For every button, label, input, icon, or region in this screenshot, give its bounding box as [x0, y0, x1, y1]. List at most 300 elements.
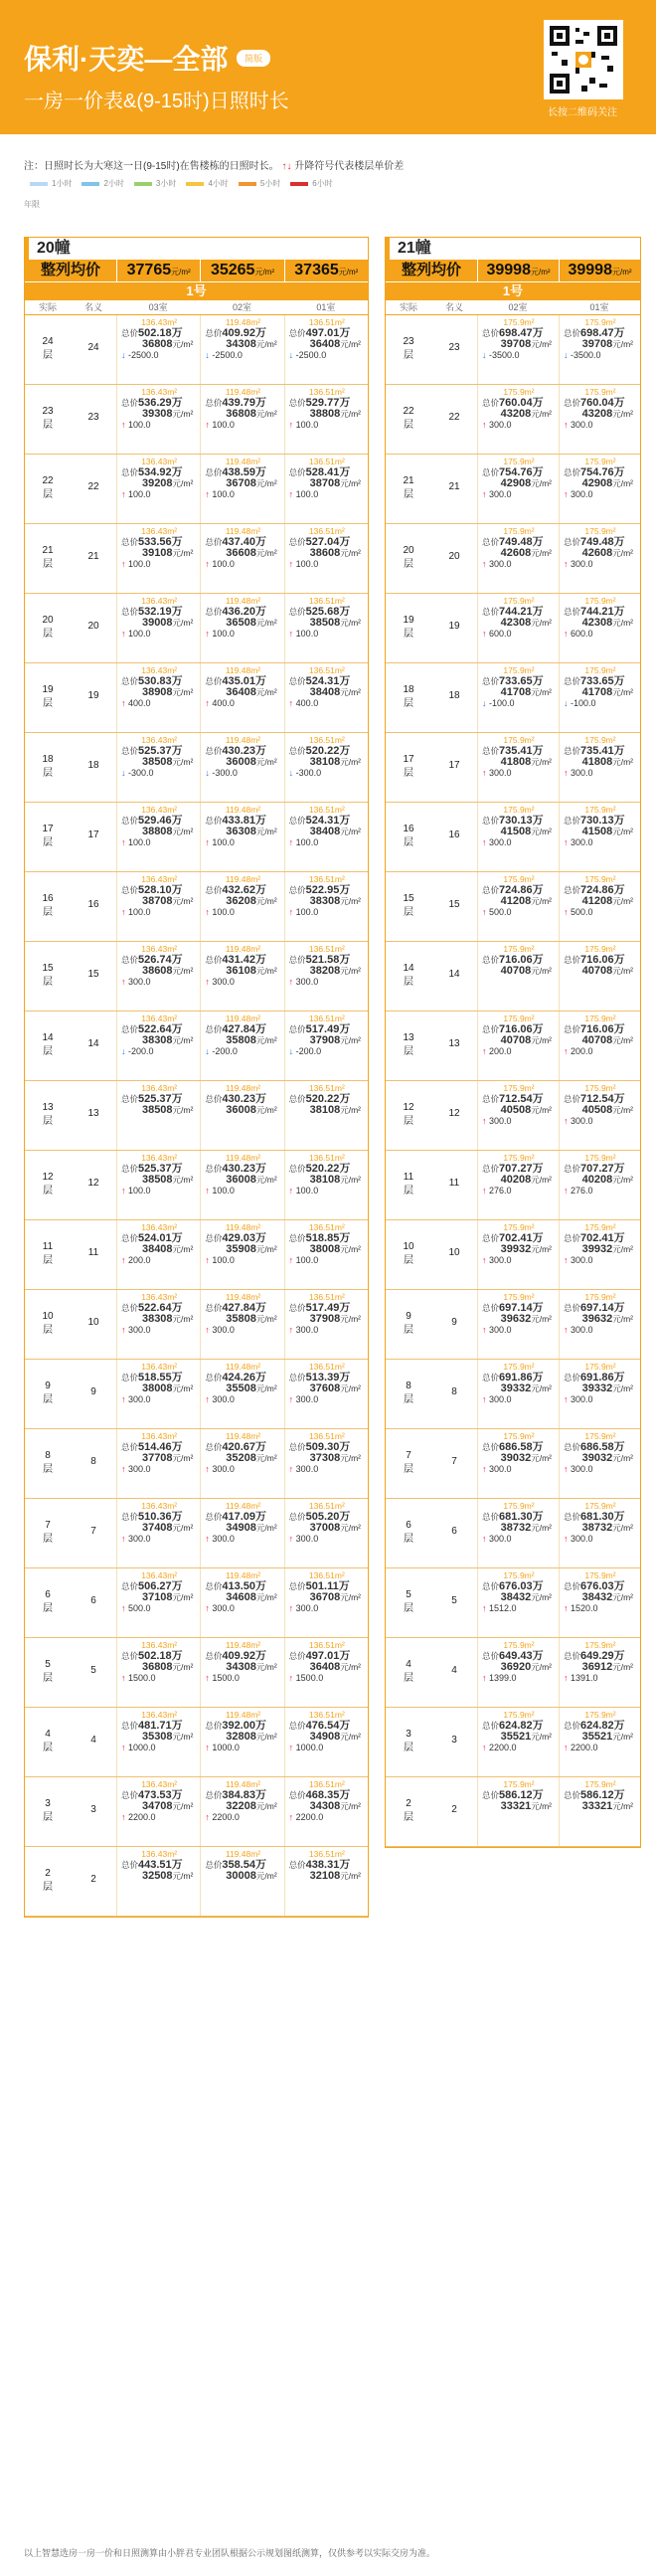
unit-area: 175.9m² — [584, 874, 616, 884]
unit-price: 38508 — [141, 1104, 173, 1116]
up-arrow-icon: ↑ — [121, 907, 126, 917]
price-change — [289, 698, 365, 709]
up-arrow-icon: ↑ — [288, 1394, 294, 1404]
unit-cell — [284, 1499, 368, 1567]
floor-actual — [386, 1638, 431, 1707]
total-prefix: 总价 — [205, 1303, 223, 1313]
unit-price-line — [482, 1801, 556, 1812]
unit-price: 36208 — [226, 895, 256, 907]
unit-price-line — [205, 757, 280, 768]
price-change-value: 200.0 — [571, 1046, 593, 1056]
floor-suffix: 层 — [404, 1464, 413, 1475]
unit-price-line — [482, 339, 556, 350]
unit-suffix: 元/m² — [255, 1592, 277, 1602]
unit-cell — [477, 455, 559, 523]
total-price: 749.48万 — [580, 536, 625, 548]
unit-price-line — [564, 1383, 637, 1394]
total-prefix: 总价 — [482, 537, 500, 547]
unit-price-line — [205, 896, 280, 907]
price-change — [205, 698, 280, 709]
unit-area: 175.9m² — [584, 944, 616, 954]
col-actual: 实际 — [399, 302, 417, 312]
table-row — [386, 1081, 640, 1151]
unit-price: 38708 — [141, 895, 173, 907]
unit-price: 38432 — [581, 1591, 613, 1603]
legend-swatch — [30, 182, 48, 186]
total-prefix: 总价 — [482, 1512, 500, 1522]
price-change — [289, 1534, 365, 1545]
unit-suffix: 元/m² — [255, 1732, 277, 1742]
unit-label: 1号 — [25, 281, 368, 300]
unit-price-line — [121, 618, 197, 629]
total-price: 520.22万 — [305, 1093, 351, 1105]
floor-number: 23 — [42, 406, 54, 417]
total-price: 438.31万 — [305, 1859, 351, 1871]
price-change — [205, 768, 280, 779]
floor-number: 6 — [406, 1520, 411, 1531]
up-arrow-icon: ↑ — [205, 1812, 210, 1822]
down-arrow-icon: ↓ — [482, 698, 487, 708]
up-arrow-icon: ↑ — [205, 489, 210, 499]
unit-price-line — [482, 1523, 556, 1534]
unit-area: 175.9m² — [503, 1710, 535, 1720]
total-price: 697.14万 — [580, 1302, 625, 1314]
floor-suffix: 层 — [43, 1603, 53, 1614]
floor-actual — [386, 733, 431, 802]
unit-area: 136.51m² — [308, 1222, 345, 1232]
unit-price: 33321 — [500, 1800, 532, 1812]
unit-price: 38308 — [141, 1034, 173, 1046]
total-prefix: 总价 — [288, 1303, 306, 1313]
price-change — [482, 1603, 556, 1614]
unit-cell — [559, 1777, 640, 1846]
total-prefix: 总价 — [205, 1860, 223, 1870]
price-change-value: 100.0 — [212, 837, 235, 847]
floor-number: 15 — [42, 963, 54, 974]
unit-price-line — [121, 1732, 197, 1743]
legend-swatch — [290, 182, 308, 186]
up-arrow-icon: ↑ — [121, 977, 126, 987]
total-price: 520.22万 — [305, 745, 351, 757]
price-change — [482, 698, 556, 709]
unit-price-line — [121, 1383, 197, 1394]
total-prefix: 总价 — [121, 1303, 139, 1313]
unit-price-line — [289, 1871, 365, 1882]
price-change-value: 500.0 — [489, 907, 512, 917]
unit-area: 175.9m² — [503, 874, 535, 884]
unit-price-line — [289, 339, 365, 350]
floor-suffix: 层 — [404, 1812, 413, 1823]
table-row — [25, 1568, 368, 1638]
unit-suffix: 元/m² — [531, 1105, 552, 1115]
price-change-value: 100.0 — [295, 629, 319, 639]
table-row — [386, 1012, 640, 1081]
unit-suffix: 元/m² — [612, 966, 633, 976]
unit-cell — [284, 315, 368, 384]
total-price: 707.27万 — [499, 1163, 544, 1175]
up-arrow-icon: ↑ — [564, 629, 569, 639]
total-price: 735.41万 — [499, 745, 544, 757]
up-arrow-icon: ↑ — [121, 1255, 126, 1265]
total-price: 724.86万 — [499, 884, 544, 896]
page-subtitle: 一房一价表&(9-15时)日照时长 — [24, 91, 289, 112]
avg-value-01: 39998元/m² — [559, 260, 640, 281]
table-row — [25, 1220, 368, 1290]
unit-cell — [284, 1012, 368, 1080]
unit-price: 40508 — [500, 1104, 532, 1116]
unit-suffix: 元/m² — [340, 1801, 361, 1811]
total-price: 497.01万 — [305, 327, 351, 339]
total-price: 427.84万 — [222, 1023, 266, 1035]
unit-price: 39632 — [500, 1313, 532, 1325]
floor-nominal: 18 — [448, 690, 460, 701]
unit-area: 119.48m² — [225, 1153, 261, 1163]
floor-actual — [25, 1568, 71, 1637]
total-prefix: 总价 — [564, 537, 581, 547]
up-arrow-icon: ↑ — [482, 420, 487, 430]
unit-price: 38008 — [141, 1382, 173, 1394]
unit-suffix: 元/m² — [255, 1314, 277, 1324]
unit-cell — [284, 1081, 368, 1150]
unit-price-line — [289, 618, 365, 629]
unit-price: 37008 — [309, 1522, 341, 1534]
floor-actual — [386, 1081, 431, 1150]
total-prefix: 总价 — [288, 537, 306, 547]
floor-actual — [386, 1151, 431, 1219]
unit-area: 136.51m² — [308, 665, 345, 675]
price-change — [205, 489, 280, 500]
unit-area: 136.43m² — [141, 1153, 178, 1163]
price-change-value: 400.0 — [128, 698, 151, 708]
price-change — [482, 1255, 556, 1266]
floor-nominal: 2 — [451, 1804, 457, 1815]
unit-suffix: 元/m² — [255, 1662, 277, 1672]
unit-area: 119.48m² — [225, 735, 261, 745]
price-change-value: 600.0 — [489, 629, 512, 639]
unit-suffix: 元/m² — [255, 339, 277, 349]
unit-suffix: 元/m² — [612, 1662, 633, 1672]
unit-area: 136.43m² — [141, 596, 178, 606]
total-price: 438.59万 — [222, 466, 266, 478]
unit-suffix: 元/m² — [255, 1244, 277, 1254]
table-row — [25, 1081, 368, 1151]
up-arrow-icon: ↑ — [564, 1394, 569, 1404]
price-change-value: 100.0 — [295, 1255, 319, 1265]
floor-number: 3 — [406, 1729, 411, 1740]
unit-price: 37408 — [141, 1522, 173, 1534]
table-row — [25, 1638, 368, 1708]
floor-number: 4 — [45, 1729, 51, 1740]
floor-nominal: 13 — [87, 1108, 99, 1119]
up-arrow-icon: ↑ — [205, 907, 210, 917]
price-change-value: -2500.0 — [212, 350, 243, 360]
up-arrow-icon: ↑ — [121, 1186, 126, 1196]
unit-area: 119.48m² — [225, 526, 261, 536]
unit-suffix: 元/m² — [255, 1175, 277, 1185]
price-change-value: 500.0 — [128, 1603, 151, 1613]
total-prefix: 总价 — [205, 1581, 223, 1591]
unit-area: 136.51m² — [308, 457, 345, 466]
floor-number: 18 — [403, 684, 414, 695]
price-change-value: 300.0 — [128, 1394, 151, 1404]
up-arrow-icon: ↑ — [205, 1743, 210, 1752]
total-prefix: 总价 — [205, 1442, 223, 1452]
floor-nominal: 20 — [87, 621, 99, 632]
unit-suffix: 元/m² — [531, 1035, 552, 1045]
unit-price: 36408 — [309, 338, 341, 350]
total-prefix: 总价 — [121, 1094, 139, 1104]
total-prefix: 总价 — [205, 1651, 223, 1661]
price-change-value: 100.0 — [212, 420, 235, 430]
table-row — [386, 942, 640, 1012]
total-prefix: 总价 — [205, 537, 223, 547]
unit-area: 119.48m² — [225, 1013, 261, 1023]
unit-cell — [116, 1081, 200, 1150]
table-row — [386, 803, 640, 872]
price-change — [289, 768, 365, 779]
floor-number: 7 — [45, 1520, 51, 1531]
unit-cell — [284, 1568, 368, 1637]
total-price: 501.11万 — [305, 1580, 350, 1592]
floor-number: 5 — [45, 1659, 51, 1670]
total-prefix: 总价 — [482, 676, 500, 686]
price-change-value: 100.0 — [128, 907, 151, 917]
unit-cell — [116, 803, 200, 871]
unit-area: 136.43m² — [141, 1013, 178, 1023]
unit-suffix: 元/m² — [255, 618, 277, 628]
unit-area: 119.48m² — [225, 1222, 261, 1232]
unit-price-line — [205, 1453, 280, 1464]
unit-cell — [116, 1777, 200, 1846]
table-row — [25, 872, 368, 942]
unit-cell — [200, 315, 283, 384]
unit-price-line — [205, 478, 280, 489]
floor-suffix: 层 — [404, 1186, 413, 1196]
price-change — [564, 1186, 637, 1196]
price-change-value: 300.0 — [571, 1534, 593, 1544]
unit-area: 175.9m² — [584, 387, 616, 397]
total-price: 586.12万 — [499, 1789, 544, 1801]
floor-actual — [386, 1568, 431, 1637]
unit-price-line — [564, 409, 637, 420]
up-arrow-icon: ↑ — [288, 489, 294, 499]
unit-suffix: 元/m² — [255, 827, 277, 836]
price-change-value: 2200.0 — [489, 1743, 517, 1752]
legend-swatch — [239, 182, 256, 186]
unit-price-line — [121, 1244, 197, 1255]
unit-suffix: 元/m² — [612, 478, 633, 488]
floor-number: 10 — [403, 1241, 414, 1252]
total-price: 524.31万 — [305, 675, 351, 687]
table-row — [386, 663, 640, 733]
total-price: 514.46万 — [138, 1441, 183, 1453]
floor-actual — [25, 1708, 71, 1776]
unit-price-line — [482, 1244, 556, 1255]
total-prefix: 总价 — [564, 1094, 581, 1104]
unit-price-line — [121, 827, 197, 837]
unit-area: 175.9m² — [503, 735, 535, 745]
price-change — [289, 837, 365, 848]
qr-code-icon[interactable] — [544, 20, 623, 99]
unit-suffix: 元/m² — [340, 1453, 361, 1463]
unit-area: 136.43m² — [141, 874, 178, 884]
unit-cell — [284, 455, 368, 523]
total-price: 733.65万 — [580, 675, 625, 687]
total-prefix: 总价 — [205, 1373, 223, 1382]
floor-suffix: 层 — [43, 629, 53, 640]
unit-price-line — [564, 1801, 637, 1812]
up-arrow-icon: ↑ — [121, 1673, 126, 1683]
price-change-value: 300.0 — [489, 837, 512, 847]
total-prefix: 总价 — [288, 398, 306, 408]
unit-cell — [284, 1777, 368, 1846]
unit-cell — [477, 1151, 559, 1219]
total-price: 754.76万 — [580, 466, 625, 478]
sunlight-legend — [24, 178, 640, 189]
total-price: 536.29万 — [138, 397, 183, 409]
unit-price-line — [564, 1732, 637, 1743]
floor-number: 17 — [403, 754, 414, 765]
unit-suffix: 元/m² — [531, 618, 552, 628]
total-prefix: 总价 — [121, 746, 139, 756]
price-change — [121, 350, 197, 361]
floor-number: 8 — [406, 1380, 411, 1391]
unit-cell — [116, 1499, 200, 1567]
unit-area: 119.48m² — [225, 1570, 261, 1580]
price-change — [205, 1812, 280, 1823]
floor-actual — [386, 315, 431, 384]
price-change-value: 300.0 — [489, 1464, 512, 1474]
floor-nominal: 11 — [87, 1247, 99, 1258]
up-arrow-icon: ↑ — [482, 837, 487, 847]
unit-price-line — [289, 687, 365, 698]
price-change-value: 100.0 — [212, 907, 235, 917]
floor-nominal: 19 — [448, 621, 460, 632]
floor-nominal: 17 — [448, 760, 460, 771]
total-price: 518.55万 — [138, 1372, 183, 1383]
unit-area: 119.48m² — [225, 1501, 261, 1511]
total-price: 522.64万 — [138, 1023, 183, 1035]
unit-price-line — [205, 548, 280, 559]
unit-suffix: 元/m² — [340, 1523, 361, 1533]
unit-price: 39932 — [581, 1243, 613, 1255]
unit-price: 39308 — [141, 408, 173, 420]
unit-cell — [284, 1429, 368, 1498]
unit-area: 136.43m² — [141, 1362, 178, 1372]
total-price: 413.50万 — [222, 1580, 266, 1592]
unit-suffix: 元/m² — [340, 1592, 361, 1602]
unit-suffix: 元/m² — [531, 1453, 552, 1463]
unit-area: 175.9m² — [503, 1292, 535, 1302]
version-badge: 简版 — [237, 50, 270, 67]
unit-area: 175.9m² — [584, 1083, 616, 1093]
price-change-value: 100.0 — [295, 559, 319, 569]
unit-price-line — [205, 1592, 280, 1603]
unit-price-line — [121, 1314, 197, 1325]
unit-price: 38708 — [309, 477, 341, 489]
price-change — [121, 629, 197, 640]
unit-cell — [477, 872, 559, 941]
total-price: 716.06万 — [580, 1023, 625, 1035]
unit-price: 36408 — [309, 1661, 341, 1673]
unit-price-line — [564, 1314, 637, 1325]
price-change-value: 300.0 — [489, 768, 512, 778]
unit-suffix: 元/m² — [172, 1175, 194, 1185]
price-change — [482, 420, 556, 431]
total-prefix: 总价 — [482, 328, 500, 338]
total-prefix: 总价 — [482, 955, 500, 965]
total-prefix: 总价 — [205, 816, 223, 826]
floor-nominal: 20 — [448, 551, 460, 562]
unit-area: 175.9m² — [503, 526, 535, 536]
total-price: 697.14万 — [499, 1302, 544, 1314]
up-arrow-icon: ↑ — [288, 559, 294, 569]
unit-suffix: 元/m² — [531, 687, 552, 697]
unit-area: 136.43m² — [141, 457, 178, 466]
table-row — [25, 1290, 368, 1360]
down-arrow-icon: ↓ — [205, 1046, 210, 1056]
total-prefix: 总价 — [564, 1790, 581, 1800]
unit-area: 175.9m² — [584, 526, 616, 536]
up-arrow-icon: ↑ — [564, 420, 569, 430]
floor-actual — [25, 1638, 71, 1707]
down-arrow-icon: ↓ — [288, 768, 294, 778]
total-prefix: 总价 — [288, 1581, 306, 1591]
up-arrow-icon: ↑ — [288, 1464, 294, 1474]
total-price: 429.03万 — [222, 1232, 266, 1244]
col-nominal: 名义 — [444, 302, 463, 312]
total-price: 497.01万 — [305, 1650, 351, 1662]
unit-suffix: 元/m² — [612, 1523, 633, 1533]
floor-number: 9 — [406, 1311, 411, 1322]
floor-actual — [25, 385, 71, 454]
up-arrow-icon: ↑ — [564, 1116, 569, 1126]
total-price: 468.35万 — [305, 1789, 351, 1801]
price-change — [289, 907, 365, 918]
price-change-value: 300.0 — [489, 1325, 512, 1335]
total-prefix: 总价 — [288, 1512, 306, 1522]
unit-suffix: 元/m² — [340, 1244, 361, 1254]
unit-price-line — [289, 896, 365, 907]
total-prefix: 总价 — [121, 537, 139, 547]
price-change — [289, 1743, 365, 1753]
unit-cell — [559, 594, 640, 662]
down-arrow-icon: ↓ — [482, 350, 487, 360]
table-row — [386, 385, 640, 455]
up-arrow-icon: ↑ — [205, 1394, 210, 1404]
total-prefix: 总价 — [564, 816, 581, 826]
legend-label: 3小时 — [155, 179, 177, 188]
price-change — [564, 768, 637, 779]
floor-nominal: 9 — [451, 1317, 457, 1328]
unit-area: 175.9m² — [503, 1779, 535, 1789]
price-change-value: 300.0 — [295, 1464, 319, 1474]
total-prefix: 总价 — [205, 398, 223, 408]
unit-suffix: 元/m² — [340, 1175, 361, 1185]
unit-price-line — [121, 1175, 197, 1186]
up-arrow-icon: ↑ — [205, 1673, 210, 1683]
table-row — [386, 733, 640, 803]
floor-actual — [386, 385, 431, 454]
floor-number: 19 — [42, 684, 54, 695]
unit-price: 37908 — [309, 1313, 341, 1325]
unit-price: 41708 — [500, 686, 532, 698]
total-prefix: 总价 — [482, 816, 500, 826]
total-prefix: 总价 — [121, 676, 139, 686]
unit-area: 136.43m² — [141, 387, 178, 397]
price-change — [482, 907, 556, 918]
unit-area: 136.51m² — [308, 1710, 345, 1720]
